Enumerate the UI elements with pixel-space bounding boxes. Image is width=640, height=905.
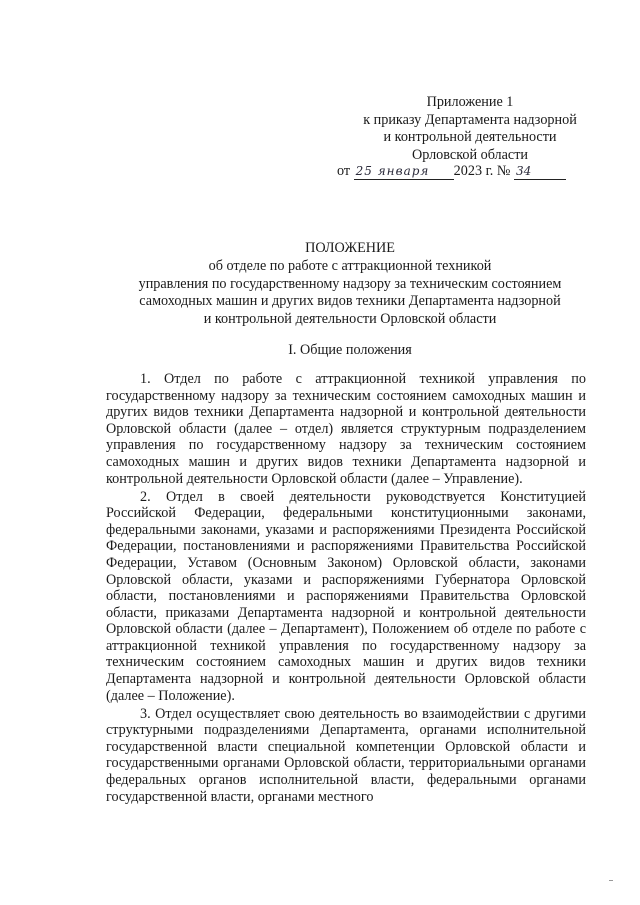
paragraph-number: 3. <box>140 705 151 722</box>
scan-mark <box>609 880 613 881</box>
title-line: об отделе по работе с аттракционной техникой <box>208 257 492 274</box>
order-line <box>337 163 566 180</box>
paragraph <box>106 706 586 806</box>
order-prefix: от <box>337 163 351 179</box>
appendix-line: к приказу Департамента надзорной <box>363 111 577 128</box>
appendix-line: Орловской области <box>411 146 529 163</box>
appendix-block <box>330 94 610 164</box>
document-title-block <box>100 240 600 329</box>
title-line: самоходных машин и других видов техники Департамента надзорной <box>139 293 561 310</box>
paragraph <box>106 489 586 705</box>
order-year: 2023 г. № <box>453 163 511 179</box>
document-body <box>106 371 586 807</box>
paragraph-text: Отдел в своей деятельности руководствуется Конституцией Российской Федерации, федеральными конституционными законами, федеральными законами, указами и распоряжениями Президента Российской Федерации, постановлениями и распоряжениями Правительства Российской Федерации, Уставом (Основным Законом) Орловской области, законами Орловской области, указами и распоряжениями Губернатора Орловской области, постановлениями и распоряжениями Правительства Орловской области, приказами Департамента надзорной и контрольной деятельности Орловской области (далее – Департамент), Положением об отделе по работе с аттракционной техникой управления по государственному надзору за техническим состоянием самоходных машин и других видов техники Департамента надзорной и контрольной деятельности Орловской области (далее – Положение). <box>106 488 587 704</box>
title-line: управления по государственному надзору за техническим состоянием <box>138 275 562 292</box>
section-heading: I. Общие положения <box>288 342 412 358</box>
document-heading: ПОЛОЖЕНИЕ <box>305 240 395 256</box>
appendix-title: Приложение 1 <box>426 94 514 110</box>
paragraph-number: 2. <box>140 488 151 505</box>
handwritten-order-date: 25 января <box>354 163 454 180</box>
paragraph-text: Отдел по работе с аттракционной техникой управления по государственному надзору за техническим состоянием самоходных машин и других видов техники Департамента надзорной и контрольной деятельности Орловской области (далее – отдел) является структурным подразделением управления по государственному надзору за техническим состоянием самоходных машин и других видов техники Департамента надзорной и контрольной деятельности Орловской области (далее – Управление). <box>106 371 586 487</box>
handwritten-order-number: 34 <box>514 163 566 180</box>
appendix-line: и контрольной деятельности <box>383 129 557 145</box>
paragraph-number: 1. <box>140 371 151 387</box>
title-line: и контрольной деятельности Орловской области <box>203 311 497 328</box>
paragraph-text: Отдел осуществляет свою деятельность во взаимодействии с другими структурными подразделениями Департамента, органами исполнительной государственной власти специальной компетенции Орловской области и государственными органами Орловской области, территориальными органами федеральных органов исполнительной власти, федеральными органами государственной власти, органами местного <box>106 705 587 805</box>
paragraph <box>106 371 586 487</box>
